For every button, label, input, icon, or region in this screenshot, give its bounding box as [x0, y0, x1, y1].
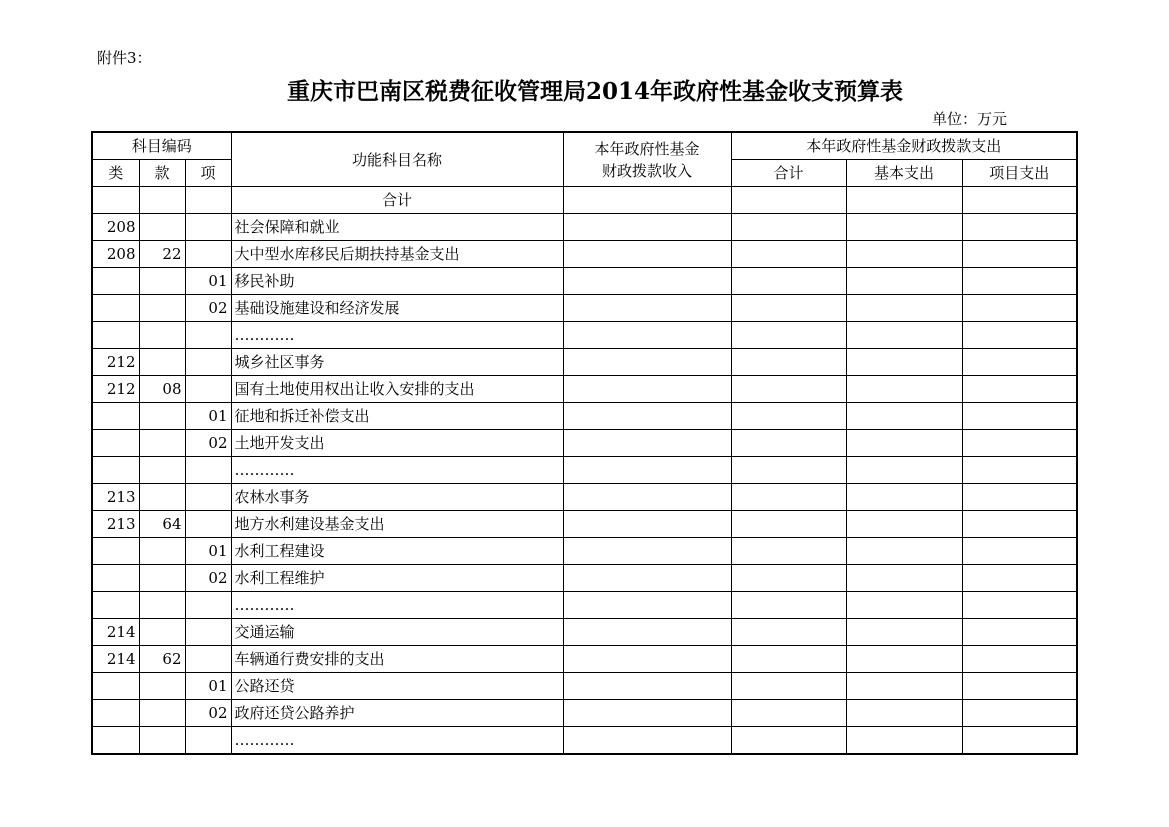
cell-project	[962, 484, 1077, 511]
cell-income	[563, 241, 731, 268]
cell-kuan	[139, 295, 185, 322]
cell-income	[563, 322, 731, 349]
cell-xiang	[185, 349, 231, 376]
header-income-line2: 财政拨款收入	[602, 161, 693, 180]
cell-project	[962, 376, 1077, 403]
cell-lei	[92, 538, 139, 565]
table-row	[92, 403, 1077, 430]
cell-basic	[846, 268, 962, 295]
cell-name: 国有土地使用权出让收入安排的支出	[231, 376, 563, 403]
cell-lei: 214	[92, 646, 139, 673]
cell-kuan	[139, 457, 185, 484]
header-income	[563, 132, 731, 187]
cell-name: 社会保障和就业	[231, 214, 563, 241]
cell-income	[563, 268, 731, 295]
table-row	[92, 349, 1077, 376]
cell-total	[731, 727, 846, 755]
cell-name: …………	[231, 457, 563, 484]
cell-basic	[846, 403, 962, 430]
cell-basic	[846, 511, 962, 538]
cell-income	[563, 295, 731, 322]
table-row	[92, 241, 1077, 268]
cell-income	[563, 457, 731, 484]
cell-basic	[846, 295, 962, 322]
cell-total	[731, 295, 846, 322]
cell-income	[563, 700, 731, 727]
cell-basic	[846, 592, 962, 619]
cell-income	[563, 376, 731, 403]
cell-income	[563, 349, 731, 376]
cell-project	[962, 565, 1077, 592]
cell-basic	[846, 376, 962, 403]
cell-kuan: 22	[139, 241, 185, 268]
cell-total	[731, 646, 846, 673]
table-row	[92, 376, 1077, 403]
cell-project	[962, 322, 1077, 349]
cell-xiang: 02	[185, 565, 231, 592]
cell-xiang	[185, 727, 231, 755]
cell-xiang: 01	[185, 673, 231, 700]
cell-income	[563, 727, 731, 755]
cell-name: 水利工程建设	[231, 538, 563, 565]
cell-basic	[846, 619, 962, 646]
cell-basic	[846, 457, 962, 484]
cell-name: 大中型水库移民后期扶持基金支出	[231, 241, 563, 268]
cell-project	[962, 295, 1077, 322]
cell-lei	[92, 403, 139, 430]
table-row	[92, 511, 1077, 538]
cell-lei	[92, 430, 139, 457]
table-row	[92, 268, 1077, 295]
cell-lei	[92, 565, 139, 592]
cell-xiang: 01	[185, 538, 231, 565]
cell-xiang	[185, 619, 231, 646]
cell-xiang: 01	[185, 403, 231, 430]
cell-kuan	[139, 214, 185, 241]
cell-income	[563, 403, 731, 430]
cell-project	[962, 214, 1077, 241]
cell-xiang	[185, 457, 231, 484]
cell-basic	[846, 484, 962, 511]
cell-kuan	[139, 484, 185, 511]
cell-name: …………	[231, 322, 563, 349]
table-row	[92, 619, 1077, 646]
cell-lei: 213	[92, 511, 139, 538]
cell-project	[962, 646, 1077, 673]
header-kuan: 款	[139, 160, 185, 187]
cell-total	[731, 565, 846, 592]
cell-xiang	[185, 511, 231, 538]
cell-project	[962, 673, 1077, 700]
cell-total	[731, 349, 846, 376]
table-header	[92, 132, 1077, 187]
unit-label: 单位：万元	[931, 110, 1007, 128]
cell-lei	[92, 727, 139, 755]
cell-lei: 208	[92, 241, 139, 268]
cell-kuan: 64	[139, 511, 185, 538]
cell-xiang	[185, 187, 231, 214]
cell-kuan	[139, 187, 185, 214]
cell-total	[731, 700, 846, 727]
table-row	[92, 592, 1077, 619]
cell-project	[962, 619, 1077, 646]
header-project: 项目支出	[962, 160, 1077, 187]
cell-project	[962, 700, 1077, 727]
cell-lei: 213	[92, 484, 139, 511]
cell-total	[731, 322, 846, 349]
cell-basic	[846, 673, 962, 700]
cell-basic	[846, 430, 962, 457]
cell-total	[731, 484, 846, 511]
cell-total	[731, 538, 846, 565]
cell-lei	[92, 268, 139, 295]
cell-xiang	[185, 646, 231, 673]
table-row	[92, 430, 1077, 457]
cell-xiang	[185, 376, 231, 403]
cell-kuan	[139, 349, 185, 376]
cell-name: 土地开发支出	[231, 430, 563, 457]
table-row	[92, 700, 1077, 727]
table-row	[92, 484, 1077, 511]
cell-name: 公路还贷	[231, 673, 563, 700]
cell-xiang	[185, 322, 231, 349]
cell-income	[563, 646, 731, 673]
cell-basic	[846, 565, 962, 592]
cell-name: 移民补助	[231, 268, 563, 295]
cell-xiang: 01	[185, 268, 231, 295]
cell-lei	[92, 700, 139, 727]
table-body	[92, 187, 1077, 755]
cell-name: 车辆通行费安排的支出	[231, 646, 563, 673]
cell-xiang	[185, 214, 231, 241]
cell-project	[962, 268, 1077, 295]
cell-kuan	[139, 268, 185, 295]
cell-lei	[92, 187, 139, 214]
cell-basic	[846, 727, 962, 755]
cell-xiang: 02	[185, 430, 231, 457]
header-subject-code: 科目编码	[92, 132, 231, 160]
cell-income	[563, 565, 731, 592]
cell-basic	[846, 538, 962, 565]
cell-total	[731, 187, 846, 214]
cell-lei: 212	[92, 349, 139, 376]
table-row	[92, 538, 1077, 565]
cell-name: 城乡社区事务	[231, 349, 563, 376]
header-lei: 类	[92, 160, 139, 187]
cell-project	[962, 727, 1077, 755]
cell-kuan	[139, 727, 185, 755]
table-row	[92, 214, 1077, 241]
cell-xiang	[185, 592, 231, 619]
cell-total	[731, 511, 846, 538]
cell-lei	[92, 673, 139, 700]
cell-basic	[846, 349, 962, 376]
cell-xiang: 02	[185, 295, 231, 322]
table-row	[92, 565, 1077, 592]
cell-income	[563, 592, 731, 619]
cell-project	[962, 592, 1077, 619]
attachment-label: 附件3：	[97, 49, 152, 67]
cell-lei: 214	[92, 619, 139, 646]
header-total: 合计	[731, 160, 846, 187]
cell-kuan: 08	[139, 376, 185, 403]
budget-table	[91, 131, 1078, 755]
total-row-label: 合计	[231, 187, 563, 214]
cell-income	[563, 484, 731, 511]
cell-name: 政府还贷公路养护	[231, 700, 563, 727]
cell-basic	[846, 646, 962, 673]
cell-project	[962, 187, 1077, 214]
cell-income	[563, 538, 731, 565]
cell-total	[731, 403, 846, 430]
table-row	[92, 322, 1077, 349]
cell-income	[563, 619, 731, 646]
cell-basic	[846, 187, 962, 214]
page-title: 重庆市巴南区税费征收管理局2014年政府性基金收支预算表	[286, 78, 903, 105]
table-row	[92, 727, 1077, 755]
cell-name: 地方水利建设基金支出	[231, 511, 563, 538]
cell-kuan: 62	[139, 646, 185, 673]
cell-kuan	[139, 322, 185, 349]
cell-project	[962, 430, 1077, 457]
cell-income	[563, 214, 731, 241]
cell-project	[962, 403, 1077, 430]
cell-kuan	[139, 538, 185, 565]
cell-xiang: 02	[185, 700, 231, 727]
cell-income	[563, 673, 731, 700]
cell-kuan	[139, 565, 185, 592]
cell-lei	[92, 457, 139, 484]
cell-lei	[92, 322, 139, 349]
header-income-line1: 本年政府性基金	[594, 139, 700, 158]
header-xiang: 项	[185, 160, 231, 187]
cell-lei	[92, 592, 139, 619]
cell-basic	[846, 700, 962, 727]
cell-income	[563, 430, 731, 457]
cell-kuan	[139, 619, 185, 646]
cell-basic	[846, 322, 962, 349]
cell-lei	[92, 295, 139, 322]
cell-kuan	[139, 592, 185, 619]
cell-project	[962, 538, 1077, 565]
cell-total	[731, 214, 846, 241]
cell-name: 交通运输	[231, 619, 563, 646]
cell-lei: 208	[92, 214, 139, 241]
cell-project	[962, 457, 1077, 484]
cell-basic	[846, 214, 962, 241]
cell-income	[563, 187, 731, 214]
table-row	[92, 457, 1077, 484]
cell-total	[731, 457, 846, 484]
cell-total	[731, 241, 846, 268]
cell-income	[563, 511, 731, 538]
cell-name: 水利工程维护	[231, 565, 563, 592]
cell-lei: 212	[92, 376, 139, 403]
cell-name: 农林水事务	[231, 484, 563, 511]
cell-project	[962, 241, 1077, 268]
cell-project	[962, 511, 1077, 538]
cell-kuan	[139, 403, 185, 430]
total-row	[92, 187, 1077, 214]
header-function-name: 功能科目名称	[231, 132, 563, 187]
table-row	[92, 646, 1077, 673]
table-row	[92, 295, 1077, 322]
cell-xiang	[185, 241, 231, 268]
cell-name: 征地和拆迁补偿支出	[231, 403, 563, 430]
header-basic: 基本支出	[846, 160, 962, 187]
cell-kuan	[139, 430, 185, 457]
cell-project	[962, 349, 1077, 376]
cell-total	[731, 268, 846, 295]
cell-name: …………	[231, 592, 563, 619]
cell-total	[731, 592, 846, 619]
cell-kuan	[139, 673, 185, 700]
table-row	[92, 673, 1077, 700]
cell-kuan	[139, 700, 185, 727]
header-expense-group: 本年政府性基金财政拨款支出	[731, 132, 1077, 160]
cell-xiang	[185, 484, 231, 511]
cell-total	[731, 376, 846, 403]
cell-name: 基础设施建设和经济发展	[231, 295, 563, 322]
cell-total	[731, 430, 846, 457]
cell-total	[731, 619, 846, 646]
cell-basic	[846, 241, 962, 268]
cell-name: …………	[231, 727, 563, 755]
cell-total	[731, 673, 846, 700]
